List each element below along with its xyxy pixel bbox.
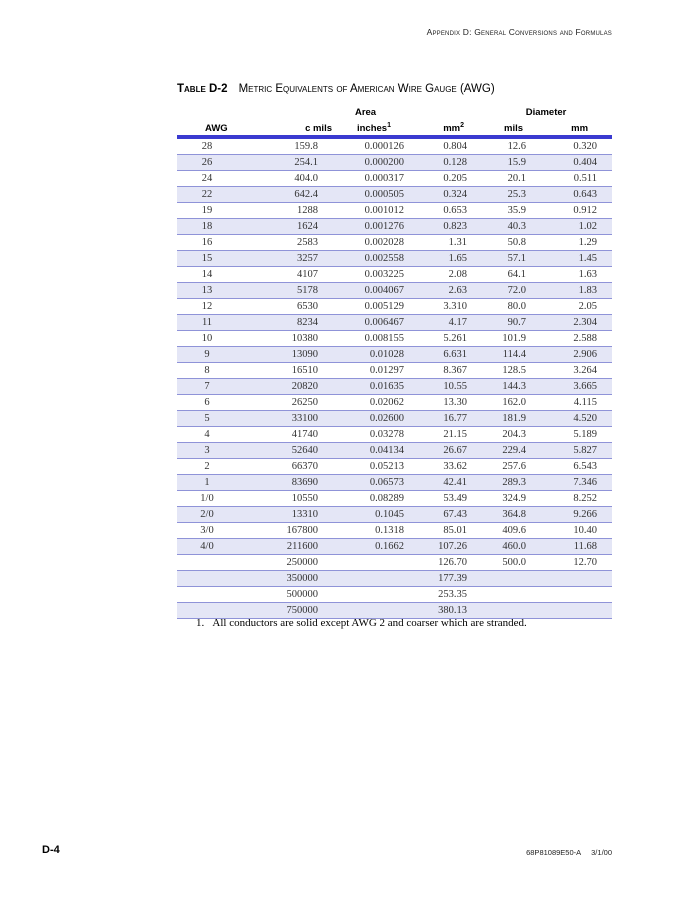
cell-mm: 3.665: [539, 379, 612, 395]
cell-inches: 0.01028: [332, 347, 407, 363]
cell-cmils: 6530: [251, 299, 332, 315]
cell-inches: 0.08289: [332, 491, 407, 507]
table-body: [177, 137, 612, 619]
cell-mm: 3.264: [539, 363, 612, 379]
cell-mm: 6.543: [539, 459, 612, 475]
cell-mils: 80.0: [480, 299, 539, 315]
cell-mm2: 107.26: [407, 539, 480, 555]
cell-mils: 257.6: [480, 459, 539, 475]
table-row: [177, 137, 612, 155]
cell-mm: 1.02: [539, 219, 612, 235]
cell-mm2: 0.653: [407, 203, 480, 219]
cell-inches: 0.000200: [332, 155, 407, 171]
cell-awg: 26: [177, 155, 251, 171]
cell-awg: 14: [177, 267, 251, 283]
table-row: [177, 235, 612, 251]
cell-mm: 0.912: [539, 203, 612, 219]
cell-awg: 10: [177, 331, 251, 347]
cell-awg: 16: [177, 235, 251, 251]
cell-awg: 15: [177, 251, 251, 267]
cell-inches: 0.003225: [332, 267, 407, 283]
cell-cmils: 500000: [251, 587, 332, 603]
table-row: [177, 379, 612, 395]
cell-cmils: 5178: [251, 283, 332, 299]
running-head: Appendix D: General Conversions and Formulas: [426, 27, 612, 37]
table-row: [177, 363, 612, 379]
cell-mm2: 42.41: [407, 475, 480, 491]
cell-inches: 0.002028: [332, 235, 407, 251]
table-row: [177, 171, 612, 187]
cell-awg: 4/0: [177, 539, 251, 555]
table-row: [177, 187, 612, 203]
col-header-inches-label: inches: [356, 123, 388, 134]
cell-mils: 460.0: [480, 539, 539, 555]
table-row: [177, 347, 612, 363]
table-row: [177, 219, 612, 235]
cell-cmils: 10550: [251, 491, 332, 507]
col-header-mils: mils: [480, 118, 539, 137]
group-header-row: [177, 102, 612, 118]
cell-mm: 11.68: [539, 539, 612, 555]
cell-awg: [177, 555, 251, 571]
cell-mm: 2.05: [539, 299, 612, 315]
cell-mm2: 1.65: [407, 251, 480, 267]
cell-inches: 0.001012: [332, 203, 407, 219]
cell-cmils: 20820: [251, 379, 332, 395]
cell-awg: 1: [177, 475, 251, 491]
table-row: [177, 475, 612, 491]
cell-inches: 0.005129: [332, 299, 407, 315]
cell-cmils: 250000: [251, 555, 332, 571]
col-header-mm2-label: mm: [443, 123, 461, 134]
cell-mils: 50.8: [480, 235, 539, 251]
cell-cmils: 8234: [251, 315, 332, 331]
cell-inches: 0.000505: [332, 187, 407, 203]
cell-mm2: 67.43: [407, 507, 480, 523]
cell-awg: 19: [177, 203, 251, 219]
table-number: Table D-2: [177, 83, 228, 95]
cell-mils: 20.1: [480, 171, 539, 187]
cell-inches: 0.01635: [332, 379, 407, 395]
cell-mils: 114.4: [480, 347, 539, 363]
cell-mm: [539, 587, 612, 603]
table-row: [177, 587, 612, 603]
cell-mm2: 0.205: [407, 171, 480, 187]
table-row: [177, 315, 612, 331]
cell-mm: 12.70: [539, 555, 612, 571]
cell-mils: 72.0: [480, 283, 539, 299]
col-header-awg: AWG: [177, 118, 251, 137]
cell-mm2: 0.804: [407, 137, 480, 155]
cell-mils: 162.0: [480, 395, 539, 411]
group-header-diameter: Diameter: [525, 107, 567, 118]
col-header-mm2: [407, 118, 480, 137]
cell-awg: 24: [177, 171, 251, 187]
cell-mm: 2.906: [539, 347, 612, 363]
cell-awg: 28: [177, 137, 251, 155]
cell-awg: 7: [177, 379, 251, 395]
cell-mm2: 0.324: [407, 187, 480, 203]
cell-cmils: 4107: [251, 267, 332, 283]
cell-inches: 0.03278: [332, 427, 407, 443]
cell-mm2: 2.08: [407, 267, 480, 283]
cell-mils: 25.3: [480, 187, 539, 203]
cell-awg: 5: [177, 411, 251, 427]
cell-awg: 18: [177, 219, 251, 235]
cell-inches: 0.04134: [332, 443, 407, 459]
cell-cmils: 2583: [251, 235, 332, 251]
cell-awg: 3/0: [177, 523, 251, 539]
table-row: [177, 459, 612, 475]
table-row: [177, 267, 612, 283]
cell-cmils: 404.0: [251, 171, 332, 187]
cell-mm2: 26.67: [407, 443, 480, 459]
cell-cmils: 83690: [251, 475, 332, 491]
cell-cmils: 1288: [251, 203, 332, 219]
table-row: [177, 523, 612, 539]
wire-gauge-table: [177, 102, 612, 619]
cell-mm2: 0.823: [407, 219, 480, 235]
cell-mils: 204.3: [480, 427, 539, 443]
cell-inches: [332, 571, 407, 587]
cell-mm2: 4.17: [407, 315, 480, 331]
cell-inches: 0.008155: [332, 331, 407, 347]
cell-mm: 9.266: [539, 507, 612, 523]
table-row: [177, 427, 612, 443]
table-row: [177, 299, 612, 315]
cell-mils: 57.1: [480, 251, 539, 267]
cell-mm2: 253.35: [407, 587, 480, 603]
cell-mils: 181.9: [480, 411, 539, 427]
cell-mils: 324.9: [480, 491, 539, 507]
cell-awg: 9: [177, 347, 251, 363]
table-row: [177, 571, 612, 587]
cell-mm: 0.320: [539, 137, 612, 155]
table-title: Metric Equivalents of American Wire Gauge (AWG): [238, 83, 495, 95]
cell-cmils: 33100: [251, 411, 332, 427]
cell-mm2: 5.261: [407, 331, 480, 347]
cell-mm: 7.346: [539, 475, 612, 491]
table-row: [177, 203, 612, 219]
table-row: [177, 283, 612, 299]
cell-cmils: 10380: [251, 331, 332, 347]
cell-mm: 1.83: [539, 283, 612, 299]
cell-mm2: 2.63: [407, 283, 480, 299]
cell-inches: [332, 555, 407, 571]
cell-inches: 0.000317: [332, 171, 407, 187]
cell-mils: [480, 571, 539, 587]
cell-mm: 8.252: [539, 491, 612, 507]
cell-awg: 22: [177, 187, 251, 203]
cell-mm: [539, 603, 612, 619]
cell-mm: 1.63: [539, 267, 612, 283]
cell-mils: 90.7: [480, 315, 539, 331]
cell-mm: 0.511: [539, 171, 612, 187]
cell-inches: 0.1318: [332, 523, 407, 539]
cell-mils: [480, 587, 539, 603]
cell-inches: 0.006467: [332, 315, 407, 331]
cell-mm2: 33.62: [407, 459, 480, 475]
cell-awg: 13: [177, 283, 251, 299]
cell-cmils: 41740: [251, 427, 332, 443]
group-header-blank: [177, 102, 251, 118]
cell-inches: 0.000126: [332, 137, 407, 155]
cell-mm2: 3.310: [407, 299, 480, 315]
cell-mils: 364.8: [480, 507, 539, 523]
cell-cmils: 16510: [251, 363, 332, 379]
table-row: [177, 411, 612, 427]
cell-inches: 0.02600: [332, 411, 407, 427]
cell-cmils: 254.1: [251, 155, 332, 171]
footnote-number: 1.: [196, 617, 205, 629]
cell-mm: 5.189: [539, 427, 612, 443]
cell-mm2: 10.55: [407, 379, 480, 395]
cell-inches: 0.001276: [332, 219, 407, 235]
col-header-mm: mm: [539, 118, 612, 137]
col-header-inches: [332, 118, 407, 137]
cell-cmils: 1624: [251, 219, 332, 235]
cell-mm2: 1.31: [407, 235, 480, 251]
cell-mm: 4.115: [539, 395, 612, 411]
cell-mils: 144.3: [480, 379, 539, 395]
cell-cmils: 66370: [251, 459, 332, 475]
cell-mm: 2.588: [539, 331, 612, 347]
cell-mm: 10.40: [539, 523, 612, 539]
group-header-area: Area: [354, 107, 377, 118]
table-row: [177, 539, 612, 555]
table-row: [177, 155, 612, 171]
doc-date: 3/1/00: [591, 848, 612, 857]
cell-mm2: 21.15: [407, 427, 480, 443]
cell-awg: 1/0: [177, 491, 251, 507]
cell-awg: [177, 587, 251, 603]
cell-mils: 15.9: [480, 155, 539, 171]
table-row: [177, 507, 612, 523]
cell-awg: 6: [177, 395, 251, 411]
col-header-cmils: c mils: [251, 118, 332, 137]
cell-mm: 2.304: [539, 315, 612, 331]
cell-awg: 3: [177, 443, 251, 459]
cell-mils: 500.0: [480, 555, 539, 571]
cell-mils: 101.9: [480, 331, 539, 347]
cell-awg: 11: [177, 315, 251, 331]
cell-inches: 0.02062: [332, 395, 407, 411]
cell-inches: 0.1662: [332, 539, 407, 555]
table-row: [177, 491, 612, 507]
cell-mm2: 13.30: [407, 395, 480, 411]
cell-cmils: 26250: [251, 395, 332, 411]
table-row: [177, 331, 612, 347]
cell-cmils: 167800: [251, 523, 332, 539]
table-row: [177, 443, 612, 459]
cell-cmils: 350000: [251, 571, 332, 587]
cell-mm2: 53.49: [407, 491, 480, 507]
cell-cmils: 3257: [251, 251, 332, 267]
cell-mils: 64.1: [480, 267, 539, 283]
cell-mm: 0.404: [539, 155, 612, 171]
cell-mm: 4.520: [539, 411, 612, 427]
cell-inches: 0.01297: [332, 363, 407, 379]
cell-inches: 0.002558: [332, 251, 407, 267]
cell-mm: 0.643: [539, 187, 612, 203]
cell-awg: 12: [177, 299, 251, 315]
footnote: [196, 617, 527, 629]
cell-mm: 5.827: [539, 443, 612, 459]
cell-mm2: 8.367: [407, 363, 480, 379]
cell-mils: 229.4: [480, 443, 539, 459]
cell-cmils: 750000: [251, 603, 332, 619]
document-id: [526, 848, 612, 857]
cell-mils: 35.9: [480, 203, 539, 219]
table-row: [177, 555, 612, 571]
cell-awg: 2/0: [177, 507, 251, 523]
cell-cmils: 13090: [251, 347, 332, 363]
table-row: [177, 251, 612, 267]
cell-mm2: 126.70: [407, 555, 480, 571]
cell-inches: 0.004067: [332, 283, 407, 299]
cell-mils: 12.6: [480, 137, 539, 155]
cell-mm2: 380.13: [407, 603, 480, 619]
cell-cmils: 159.8: [251, 137, 332, 155]
cell-mm: 1.45: [539, 251, 612, 267]
cell-mils: 128.5: [480, 363, 539, 379]
table-row: [177, 395, 612, 411]
cell-inches: 0.1045: [332, 507, 407, 523]
cell-awg: 2: [177, 459, 251, 475]
cell-cmils: 13310: [251, 507, 332, 523]
cell-awg: [177, 571, 251, 587]
cell-mm2: 16.77: [407, 411, 480, 427]
doc-number: 68P81089E50-A: [526, 848, 582, 857]
table-caption: [177, 83, 495, 95]
squared-superscript: 2: [460, 122, 465, 129]
footnote-ref: 1: [387, 122, 391, 129]
cell-cmils: 642.4: [251, 187, 332, 203]
cell-mils: 409.6: [480, 523, 539, 539]
cell-mm: 1.29: [539, 235, 612, 251]
cell-mils: 289.3: [480, 475, 539, 491]
cell-inches: 0.06573: [332, 475, 407, 491]
page-number: D-4: [42, 844, 60, 856]
cell-mm2: 177.39: [407, 571, 480, 587]
cell-mils: 40.3: [480, 219, 539, 235]
cell-inches: [332, 587, 407, 603]
cell-awg: 8: [177, 363, 251, 379]
cell-inches: 0.05213: [332, 459, 407, 475]
footnote-text: All conductors are solid except AWG 2 and coarser which are stranded.: [212, 617, 527, 629]
cell-awg: 4: [177, 427, 251, 443]
cell-cmils: 211600: [251, 539, 332, 555]
cell-mm2: 0.128: [407, 155, 480, 171]
cell-mm: [539, 571, 612, 587]
cell-cmils: 52640: [251, 443, 332, 459]
cell-mm2: 6.631: [407, 347, 480, 363]
column-header-row: [177, 118, 612, 137]
cell-mm2: 85.01: [407, 523, 480, 539]
